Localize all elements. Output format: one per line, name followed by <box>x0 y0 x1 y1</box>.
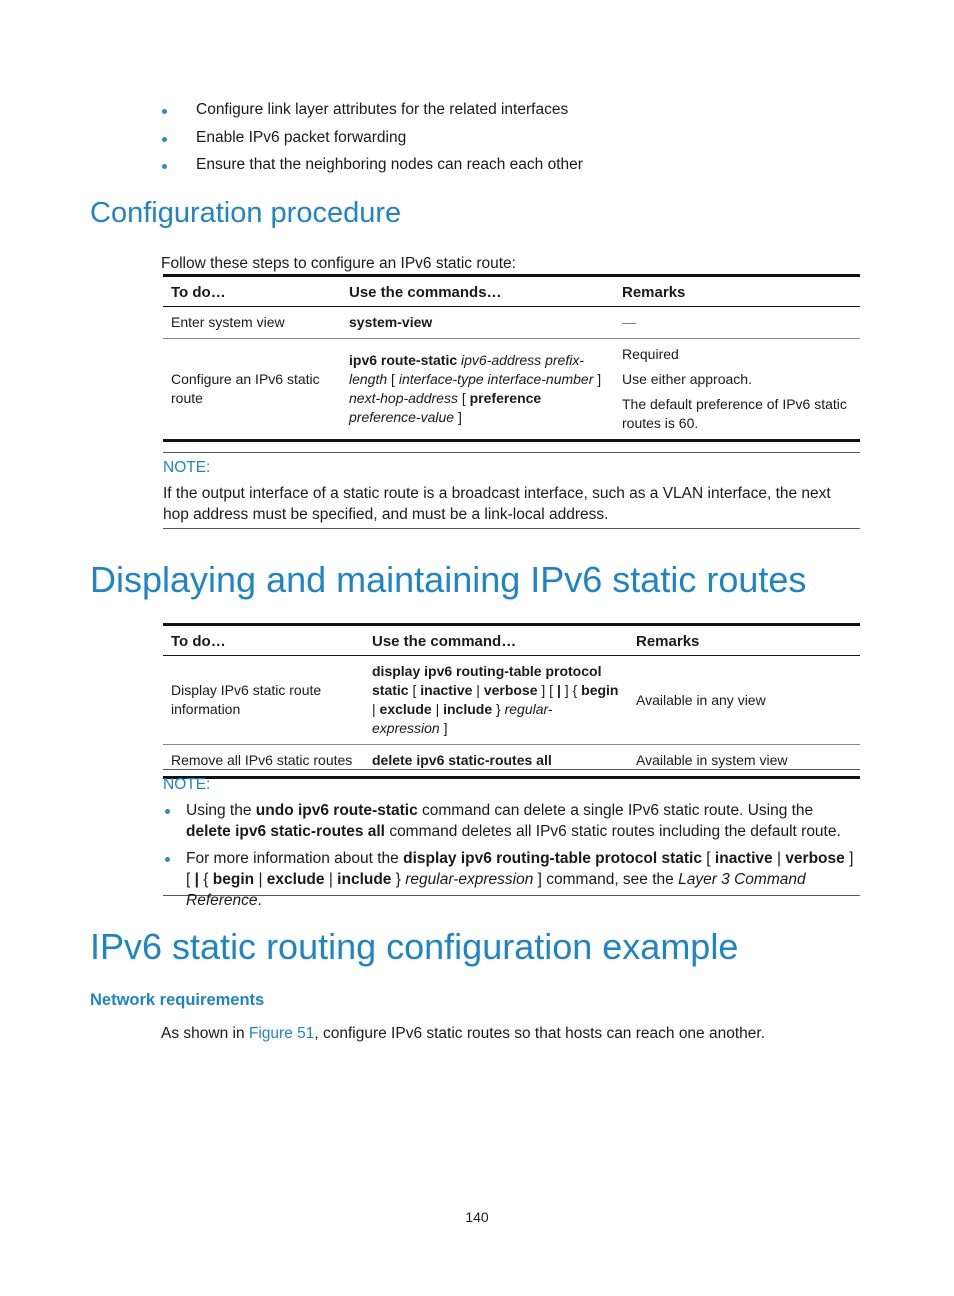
table-cell: Enter system view <box>163 307 341 339</box>
bullet-list <box>160 98 860 181</box>
table-cell: — <box>614 307 860 339</box>
table-cell: Available in system view <box>628 745 860 778</box>
table-cell: Configure an IPv6 static route <box>163 339 341 441</box>
command-cell: display ipv6 routing-table protocol static [ inactive | verbose ] [ | ] { begin | exclude | include } regular-expression ] <box>364 656 628 745</box>
column-header: To do… <box>163 276 341 307</box>
command-cell: system-view <box>341 307 614 339</box>
column-header: Use the commands… <box>341 276 614 307</box>
section-heading-displaying-maintaining: Displaying and maintaining IPv6 static routes <box>90 559 807 600</box>
bullet-icon <box>162 137 167 142</box>
note-label: NOTE: <box>163 776 211 793</box>
table-cell: Display IPv6 static route information <box>163 656 364 745</box>
table-row <box>163 307 860 339</box>
section-heading-configuration-example: IPv6 static routing configuration example <box>90 926 739 967</box>
note-box <box>163 452 860 529</box>
section-heading-configuration-procedure: Configuration procedure <box>90 197 402 229</box>
subsection-heading-network-requirements: Network requirements <box>90 991 265 1009</box>
display-command-table <box>163 623 860 779</box>
note-list-item: For more information about the display ipv6 routing-table protocol static [ inactive | verbose ] [ | { begin | exclude | include } regular-expression ] command, see the Layer 3 Command Reference. <box>163 848 860 911</box>
table-header-row <box>163 276 860 307</box>
command-cell: delete ipv6 static-routes all <box>364 745 628 778</box>
figure-link[interactable]: Figure 51 <box>248 1025 315 1042</box>
note-label: NOTE: <box>163 459 211 476</box>
list-item: Ensure that the neighboring nodes can reach each other <box>160 153 860 181</box>
intro-paragraph: Follow these steps to configure an IPv6 static route: <box>161 255 516 272</box>
note-text: If the output interface of a static route is a broadcast interface, such as a VLAN interface, the next hop address must be specified, and must be a link-local address. <box>163 485 831 523</box>
bullet-icon <box>165 857 170 862</box>
column-header: Remarks <box>614 276 860 307</box>
list-item: Enable IPv6 packet forwarding <box>160 126 860 154</box>
note-list-item: Using the undo ipv6 route-static command can delete a single IPv6 static route. Using the delete ipv6 static-routes all command deletes all IPv6 static routes including the default route. <box>163 800 860 842</box>
column-header: Remarks <box>628 625 860 656</box>
command-cell: ipv6 route-static ipv6-address prefix-length [ interface-type interface-number ] next-hop-address [ preference preference-value ] <box>341 339 614 441</box>
bullet-icon <box>165 809 170 814</box>
column-header: Use the command… <box>364 625 628 656</box>
table-cell: Required Use either approach. The default preference of IPv6 static routes is 60. <box>614 339 860 441</box>
table-row <box>163 656 860 745</box>
note-box <box>163 769 860 909</box>
config-command-table <box>163 274 860 442</box>
bullet-icon <box>162 109 167 114</box>
table-header-row <box>163 625 860 656</box>
list-item: Configure link layer attributes for the related interfaces <box>160 98 860 126</box>
bullet-icon <box>162 164 167 169</box>
table-cell: Remove all IPv6 static routes <box>163 745 364 778</box>
page-number: 140 <box>465 1209 489 1225</box>
column-header: To do… <box>163 625 364 656</box>
table-row <box>163 339 860 441</box>
table-cell: Available in any view <box>628 656 860 745</box>
network-requirements-paragraph: As shown in Figure 51, configure IPv6 static routes so that hosts can reach one another. <box>161 1025 766 1042</box>
